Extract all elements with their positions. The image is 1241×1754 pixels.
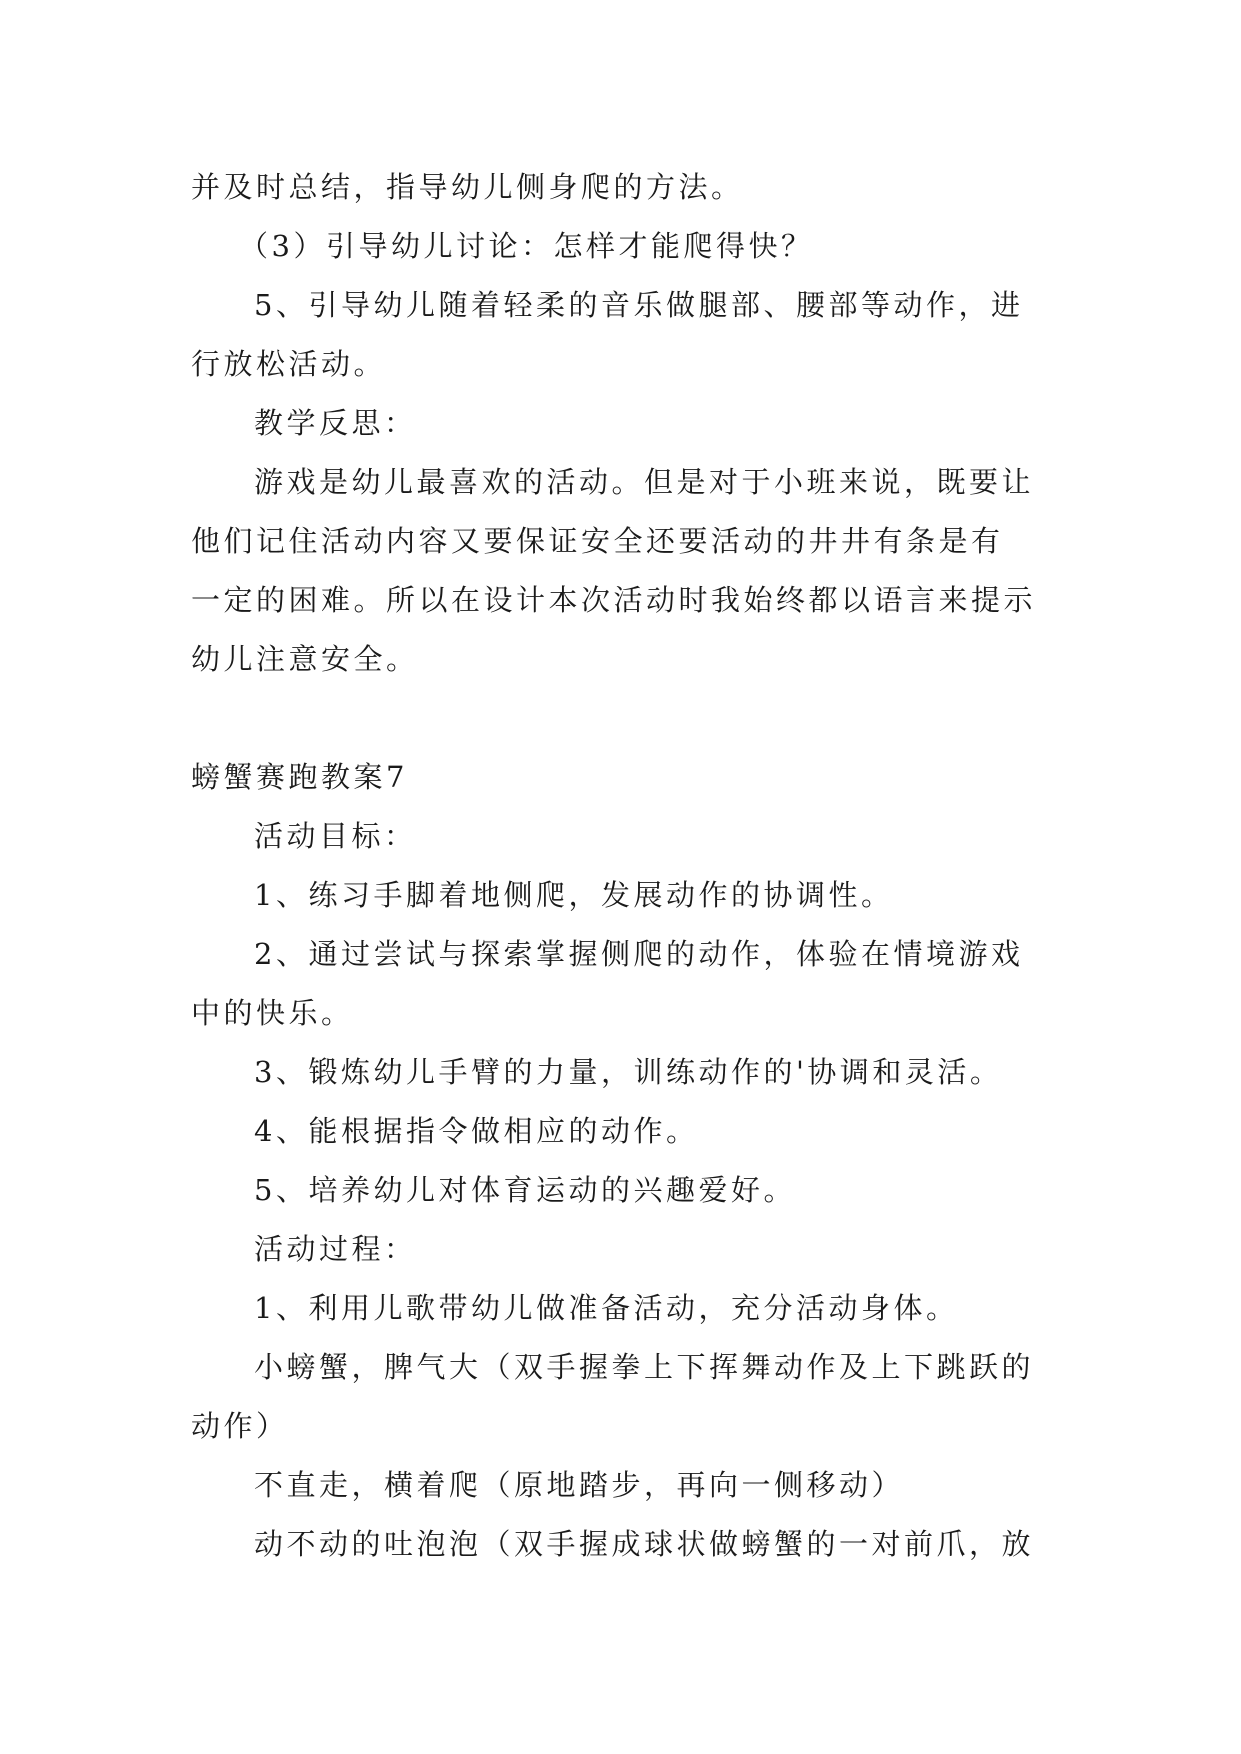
rhyme-line-continuation: 动作） — [191, 1409, 289, 1443]
paragraph-line: 一定的困难。所以在设计本次活动时我始终都以语言来提示 — [191, 583, 1037, 617]
paragraph-line: 游戏是幼儿最喜欢的活动。但是对于小班来说，既要让 — [254, 465, 1035, 499]
rhyme-line: 小螃蟹，脾气大（双手握拳上下挥舞动作及上下跳跃的 — [254, 1350, 1035, 1384]
paragraph-line: 5、引导幼儿随着轻柔的音乐做腿部、腰部等动作，进 — [254, 288, 1024, 322]
paragraph-line: 幼儿注意安全。 — [191, 642, 419, 676]
document-title: 螃蟹赛跑教案7 — [191, 760, 408, 794]
blank-gap — [191, 689, 1051, 748]
section-heading: 活动过程： — [254, 1232, 417, 1266]
list-item: 2、通过尝试与探索掌握侧爬的动作，体验在情境游戏 — [254, 937, 1024, 971]
section-heading: 教学反思： — [254, 406, 417, 440]
list-item: 1、利用儿歌带幼儿做准备活动，充分活动身体。 — [254, 1291, 959, 1325]
paragraph-line: 并及时总结，指导幼儿侧身爬的方法。 — [191, 170, 744, 204]
list-item: 1、练习手脚着地侧爬，发展动作的协调性。 — [254, 878, 894, 912]
paragraph-line: 他们记住活动内容又要保证安全还要活动的井井有条是有 — [191, 524, 1004, 558]
paragraph-line: （3）引导幼儿讨论：怎样才能爬得快？ — [239, 229, 814, 263]
document-body — [191, 158, 1051, 1574]
section-heading: 活动目标： — [254, 819, 417, 853]
list-item-continuation: 中的快乐。 — [191, 996, 354, 1030]
rhyme-line: 不直走，横着爬（原地踏步，再向一侧移动） — [254, 1468, 905, 1502]
list-item: 3、锻炼幼儿手臂的力量，训练动作的'协调和灵活。 — [254, 1055, 1003, 1089]
paragraph-line: 行放松活动。 — [191, 347, 387, 381]
list-item: 4、能根据指令做相应的动作。 — [254, 1114, 699, 1148]
rhyme-line: 动不动的吐泡泡（双手握成球状做螃蟹的一对前爪，放 — [254, 1527, 1035, 1561]
list-item: 5、培养幼儿对体育运动的兴趣爱好。 — [254, 1173, 796, 1207]
